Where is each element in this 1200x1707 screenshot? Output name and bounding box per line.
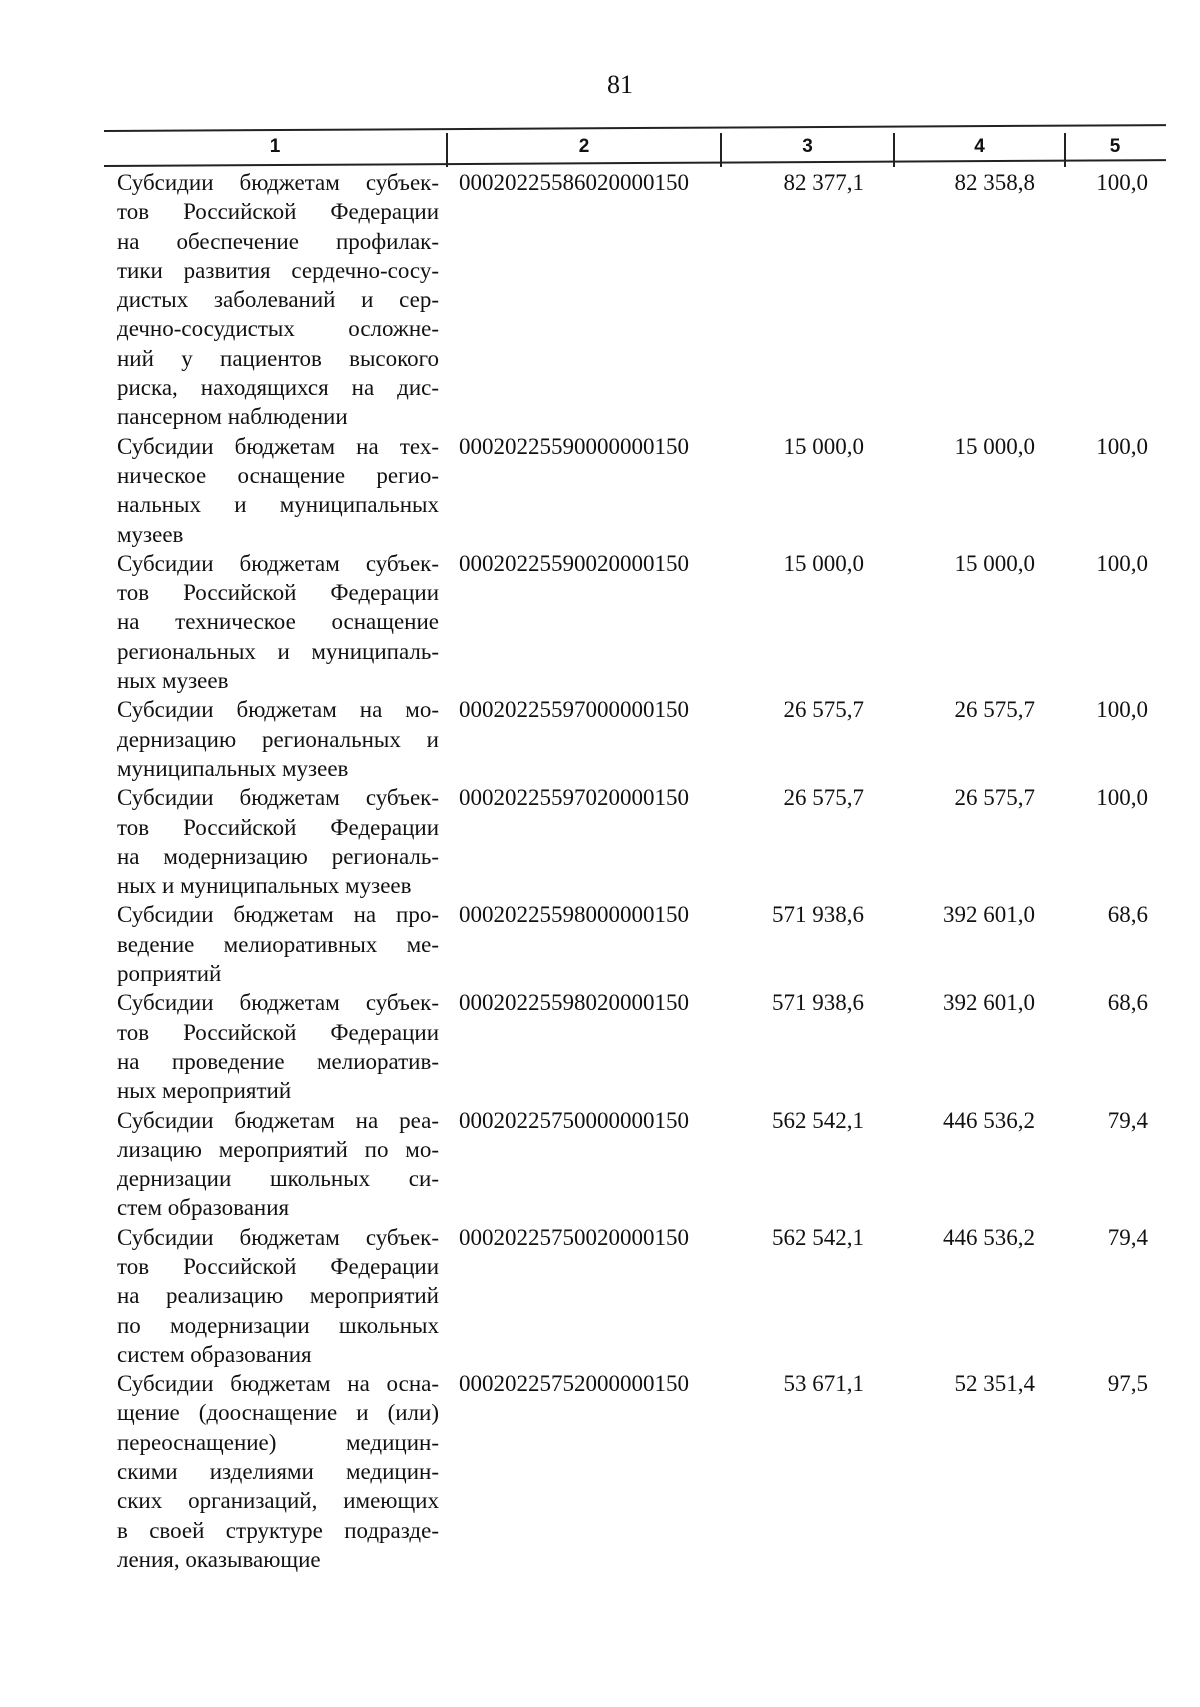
row-name-line: роприятий bbox=[117, 961, 222, 987]
row-percent: 100,0 bbox=[1096, 170, 1148, 195]
row-name-line: музеев bbox=[117, 521, 184, 547]
row-plan-value: 562 542,1 bbox=[772, 1107, 864, 1133]
row-fact-value: 446 536,2 bbox=[943, 1224, 1035, 1250]
row-name-line: на обеспечение профилак- bbox=[117, 228, 439, 254]
row-percent: 100,0 bbox=[1096, 433, 1148, 459]
row-name-line: Субсидии бюджетам на тех- bbox=[117, 433, 439, 459]
row-code: 00020225598020000150 bbox=[459, 990, 689, 1016]
row-percent: 79,4 bbox=[1107, 1107, 1148, 1133]
row-name-line: ведение мелиоративных ме- bbox=[117, 931, 439, 957]
row-fact-value: 52 351,4 bbox=[954, 1371, 1035, 1397]
table-row bbox=[0, 988, 1200, 1105]
row-name-line: на техническое оснащение bbox=[117, 609, 439, 635]
row-fact-value: 392 601,0 bbox=[943, 902, 1035, 928]
row-name-line: Субсидии бюджетам субъек- bbox=[117, 1224, 439, 1250]
page-number: 81 bbox=[607, 70, 633, 99]
row-percent: 68,6 bbox=[1107, 902, 1148, 928]
table-row bbox=[0, 168, 1200, 432]
row-name-line: дечно-сосудистых осложне- bbox=[117, 316, 439, 342]
column-header-3: 3 bbox=[802, 136, 813, 157]
row-code: 00020225597020000150 bbox=[459, 785, 689, 811]
row-code: 00020225597000000150 bbox=[459, 697, 689, 723]
row-plan-value: 571 938,6 bbox=[772, 990, 864, 1016]
row-name-line: лизацию мероприятий по мо- bbox=[117, 1136, 439, 1162]
row-plan-value: 82 377,1 bbox=[783, 170, 864, 195]
row-name bbox=[117, 168, 439, 432]
row-name bbox=[117, 1369, 439, 1574]
row-name-line: риска, находящихся на дис- bbox=[117, 375, 439, 401]
row-fact-value: 392 601,0 bbox=[943, 990, 1035, 1016]
header-top-rule bbox=[104, 124, 1166, 132]
row-name-line: тики развития сердечно-сосу- bbox=[117, 257, 439, 283]
row-name-line: Субсидии бюджетам субъек- bbox=[117, 170, 439, 195]
row-plan-value: 15 000,0 bbox=[783, 433, 864, 459]
row-name-line: ных мероприятий bbox=[117, 1078, 292, 1104]
row-name-line: по модернизации школьных bbox=[117, 1312, 439, 1338]
row-name-line: Субсидии бюджетам субъек- bbox=[117, 990, 439, 1016]
row-name bbox=[117, 432, 439, 549]
row-plan-value: 571 938,6 bbox=[772, 902, 864, 928]
row-code: 00020225586020000150 bbox=[459, 170, 689, 195]
row-plan-value: 26 575,7 bbox=[783, 697, 864, 723]
column-header-1: 1 bbox=[269, 136, 281, 157]
row-name bbox=[117, 988, 439, 1105]
row-name-line: ническое оснащение регио- bbox=[117, 462, 439, 488]
header-bottom-rule bbox=[104, 159, 1166, 167]
row-name-line: тов Российской Федерации bbox=[117, 1253, 439, 1279]
row-name-line: ний у пациентов высокого bbox=[117, 345, 439, 371]
row-name-line: стем образования bbox=[117, 1195, 290, 1221]
row-name-line: ских организаций, имеющих bbox=[117, 1488, 439, 1514]
row-name-line: тов Российской Федерации bbox=[117, 580, 439, 606]
row-plan-value: 26 575,7 bbox=[783, 785, 864, 811]
row-name-line: Субсидии бюджетам субъек- bbox=[117, 785, 439, 811]
row-name-line: Субсидии бюджетам субъек- bbox=[117, 550, 439, 576]
row-name-line: тов Российской Федерации bbox=[117, 814, 439, 840]
table-body bbox=[0, 168, 1200, 1574]
column-header-5: 5 bbox=[1109, 136, 1121, 157]
table-row bbox=[0, 1106, 1200, 1223]
row-name bbox=[117, 1223, 439, 1369]
row-name-line: на реализацию мероприятий bbox=[117, 1283, 439, 1309]
row-code: 00020225750000000150 bbox=[459, 1107, 689, 1133]
table-row bbox=[0, 432, 1200, 549]
row-name-line: Субсидии бюджетам на про- bbox=[117, 902, 439, 928]
table-row bbox=[0, 549, 1200, 695]
row-percent: 100,0 bbox=[1096, 550, 1148, 576]
row-name-line: Субсидии бюджетам на мо- bbox=[117, 697, 439, 723]
row-fact-value: 82 358,8 bbox=[954, 170, 1035, 195]
row-name-line: Субсидии бюджетам на реа- bbox=[117, 1107, 439, 1133]
table-row bbox=[0, 900, 1200, 988]
row-name-line: скими изделиями медицин- bbox=[117, 1459, 439, 1485]
row-name-line: дистых заболеваний и сер- bbox=[117, 287, 439, 313]
column-header-2: 2 bbox=[578, 136, 590, 157]
row-percent: 68,6 bbox=[1107, 990, 1148, 1016]
row-name-line: Субсидии бюджетам на осна- bbox=[117, 1371, 439, 1397]
row-name-line: на модернизацию региональ- bbox=[117, 843, 439, 869]
table-row bbox=[0, 695, 1200, 783]
row-code: 00020225590000000150 bbox=[459, 433, 689, 459]
table-row bbox=[0, 783, 1200, 900]
row-name bbox=[117, 549, 439, 695]
row-code: 00020225752000000150 bbox=[459, 1371, 689, 1397]
row-code: 00020225750020000150 bbox=[459, 1224, 689, 1250]
row-fact-value: 15 000,0 bbox=[954, 550, 1035, 576]
row-name-line: тов Российской Федерации bbox=[117, 199, 439, 225]
table-row bbox=[0, 1369, 1200, 1574]
row-name-line: дернизации школьных си- bbox=[117, 1166, 439, 1192]
row-name-line: муниципальных музеев bbox=[117, 755, 349, 781]
row-name-line: нальных и муниципальных bbox=[117, 492, 439, 518]
row-name-line: тов Российской Федерации bbox=[117, 1019, 439, 1045]
row-fact-value: 446 536,2 bbox=[943, 1107, 1035, 1133]
column-header-4: 4 bbox=[974, 136, 985, 157]
row-name-line: ных музеев bbox=[117, 668, 229, 694]
row-name-line: систем образования bbox=[117, 1341, 312, 1367]
row-percent: 100,0 bbox=[1096, 785, 1148, 811]
row-name bbox=[117, 1106, 439, 1223]
row-percent: 79,4 bbox=[1107, 1224, 1148, 1250]
row-name-line: дернизацию региональных и bbox=[117, 726, 439, 752]
row-code: 00020225590020000150 bbox=[459, 550, 689, 576]
row-name-line: региональных и муниципаль- bbox=[117, 638, 439, 664]
row-plan-value: 53 671,1 bbox=[783, 1371, 864, 1397]
row-name-line: щение (дооснащение и (или) bbox=[117, 1400, 439, 1426]
row-name-line: ления, оказывающие bbox=[117, 1546, 321, 1572]
row-fact-value: 26 575,7 bbox=[954, 697, 1035, 723]
row-name-line: переоснащение) медицин- bbox=[117, 1429, 439, 1455]
row-fact-value: 15 000,0 bbox=[954, 433, 1035, 459]
row-name-line: на проведение мелиоратив- bbox=[117, 1048, 439, 1074]
row-name-line: пансерном наблюдении bbox=[117, 404, 348, 430]
row-percent: 97,5 bbox=[1107, 1371, 1148, 1397]
row-plan-value: 562 542,1 bbox=[772, 1224, 864, 1250]
row-name bbox=[117, 695, 439, 783]
row-name bbox=[117, 900, 439, 988]
row-fact-value: 26 575,7 bbox=[954, 785, 1035, 811]
row-plan-value: 15 000,0 bbox=[783, 550, 864, 576]
row-name-line: в своей структуре подразде- bbox=[117, 1517, 439, 1543]
table-row bbox=[0, 1223, 1200, 1369]
row-percent: 100,0 bbox=[1096, 697, 1148, 723]
row-name-line: ных и муниципальных музеев bbox=[117, 873, 412, 899]
row-name bbox=[117, 783, 439, 900]
row-code: 00020225598000000150 bbox=[459, 902, 689, 928]
